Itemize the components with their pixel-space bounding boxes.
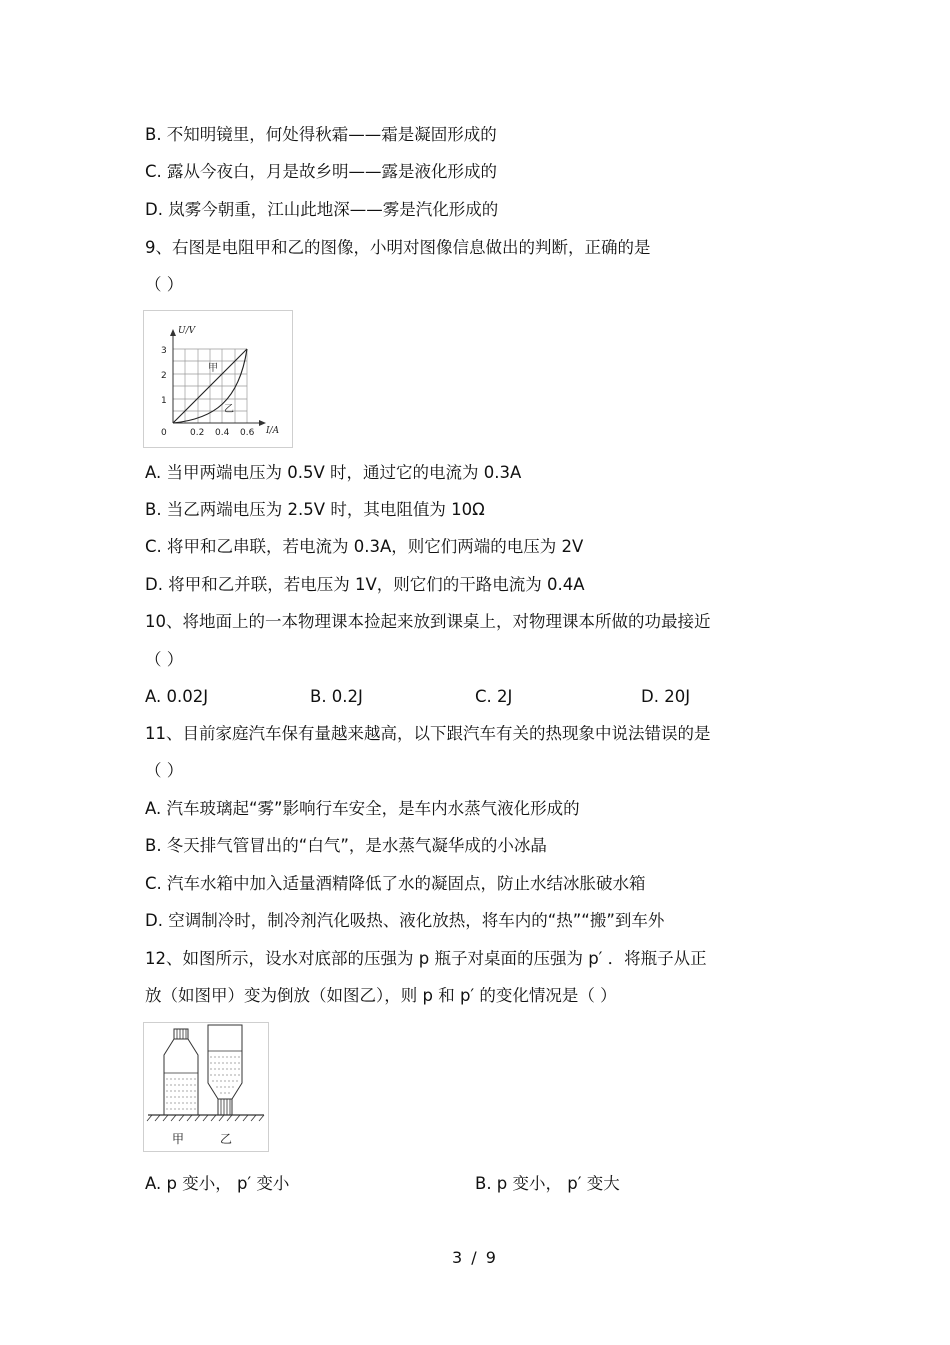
q12-stem-line2: 放（如图甲）变为倒放（如图乙），则 p 和 p′ 的变化情况是（ ） — [145, 986, 617, 1005]
y-axis-arrow — [170, 329, 176, 336]
q10-options-row — [145, 686, 845, 708]
x-axis-arrow — [259, 420, 266, 426]
q9-option-c: C. 将甲和乙串联，若电流为 0.3A，则它们两端的电压为 2V — [145, 537, 584, 556]
page-number: 3 / 9 — [452, 1248, 498, 1267]
q10-option-c: C. 2J — [475, 687, 513, 706]
q11-option-c: C. 汽车水箱中加入适量酒精降低了水的凝固点，防止水结冰胀破水箱 — [145, 874, 646, 893]
label-yi: 乙 — [224, 404, 234, 415]
iu-graph-svg — [144, 311, 292, 447]
q11-option-a: A. 汽车玻璃起“雾”影响行车安全，是车内水蒸气液化形成的 — [145, 799, 580, 818]
x-tick-0-4: 0.4 — [215, 428, 230, 438]
x-tick-0: 0 — [161, 428, 167, 438]
y-tick-3: 3 — [161, 346, 167, 356]
x-tick-0-2: 0.2 — [190, 428, 205, 438]
bottle-yi — [208, 1025, 242, 1115]
q11-option-d: D. 空调制冷时，制冷剂汽化吸热、液化放热，将车内的“热”“搬”到车外 — [145, 911, 665, 930]
q12-bottle-figure — [143, 1022, 269, 1152]
q9-stem: 9、右图是电阻甲和乙的图像，小明对图像信息做出的判断，正确的是 — [145, 238, 651, 257]
q10-option-b: B. 0.2J — [310, 687, 363, 706]
q10-answer-paren: （ ） — [145, 650, 184, 669]
y-tick-1: 1 — [161, 396, 167, 406]
q12-option-a: A. p 变小， p′ 变小 — [145, 1174, 290, 1193]
q8-option-b: B. 不知明镜里，何处得秋霜——霜是凝固形成的 — [145, 125, 497, 144]
label-jia: 甲 — [208, 363, 218, 374]
q9-option-a: A. 当甲两端电压为 0.5V 时，通过它的电流为 0.3A — [145, 463, 522, 482]
q12-stem-line1: 12、如图所示，设水对底部的压强为 p 瓶子对桌面的压强为 p′ ．将瓶子从正 — [145, 949, 707, 968]
fig-label-jia: 甲 — [172, 1132, 185, 1146]
q8-option-c: C. 露从今夜白，月是故乡明——露是液化形成的 — [145, 162, 498, 181]
q9-answer-paren: （ ） — [145, 275, 184, 294]
q9-option-b: B. 当乙两端电压为 2.5V 时，其电阻值为 10Ω — [145, 500, 485, 519]
fig-label-yi: 乙 — [220, 1132, 233, 1146]
x-axis-label: I/A — [266, 426, 280, 436]
x-tick-0-6: 0.6 — [240, 428, 255, 438]
table-hatching — [147, 1115, 264, 1121]
q9-iu-graph — [143, 310, 293, 448]
q10-stem: 10、将地面上的一本物理课本捡起来放到课桌上，对物理课本所做的功最接近 — [145, 612, 711, 631]
bottle-jia — [164, 1029, 198, 1115]
q8-option-d: D. 岚雾今朝重，江山此地深——雾是汽化形成的 — [145, 200, 499, 219]
q11-option-b: B. 冬天排气管冒出的“白气”，是水蒸气凝华成的小冰晶 — [145, 836, 547, 855]
q11-stem: 11、目前家庭汽车保有量越来越高，以下跟汽车有关的热现象中说法错误的是 — [145, 724, 711, 743]
bottle-figure-svg — [144, 1023, 268, 1151]
q10-option-d: D. 20J — [641, 687, 691, 706]
y-tick-2: 2 — [161, 371, 167, 381]
q12-options-row — [145, 1173, 845, 1195]
q9-option-d: D. 将甲和乙并联，若电压为 1V，则它们的干路电流为 0.4A — [145, 575, 585, 594]
q12-option-b: B. p 变小， p′ 变大 — [475, 1174, 620, 1193]
q11-answer-paren: （ ） — [145, 761, 184, 780]
y-axis-label: U/V — [178, 326, 196, 336]
q10-option-a: A. 0.02J — [145, 687, 209, 706]
